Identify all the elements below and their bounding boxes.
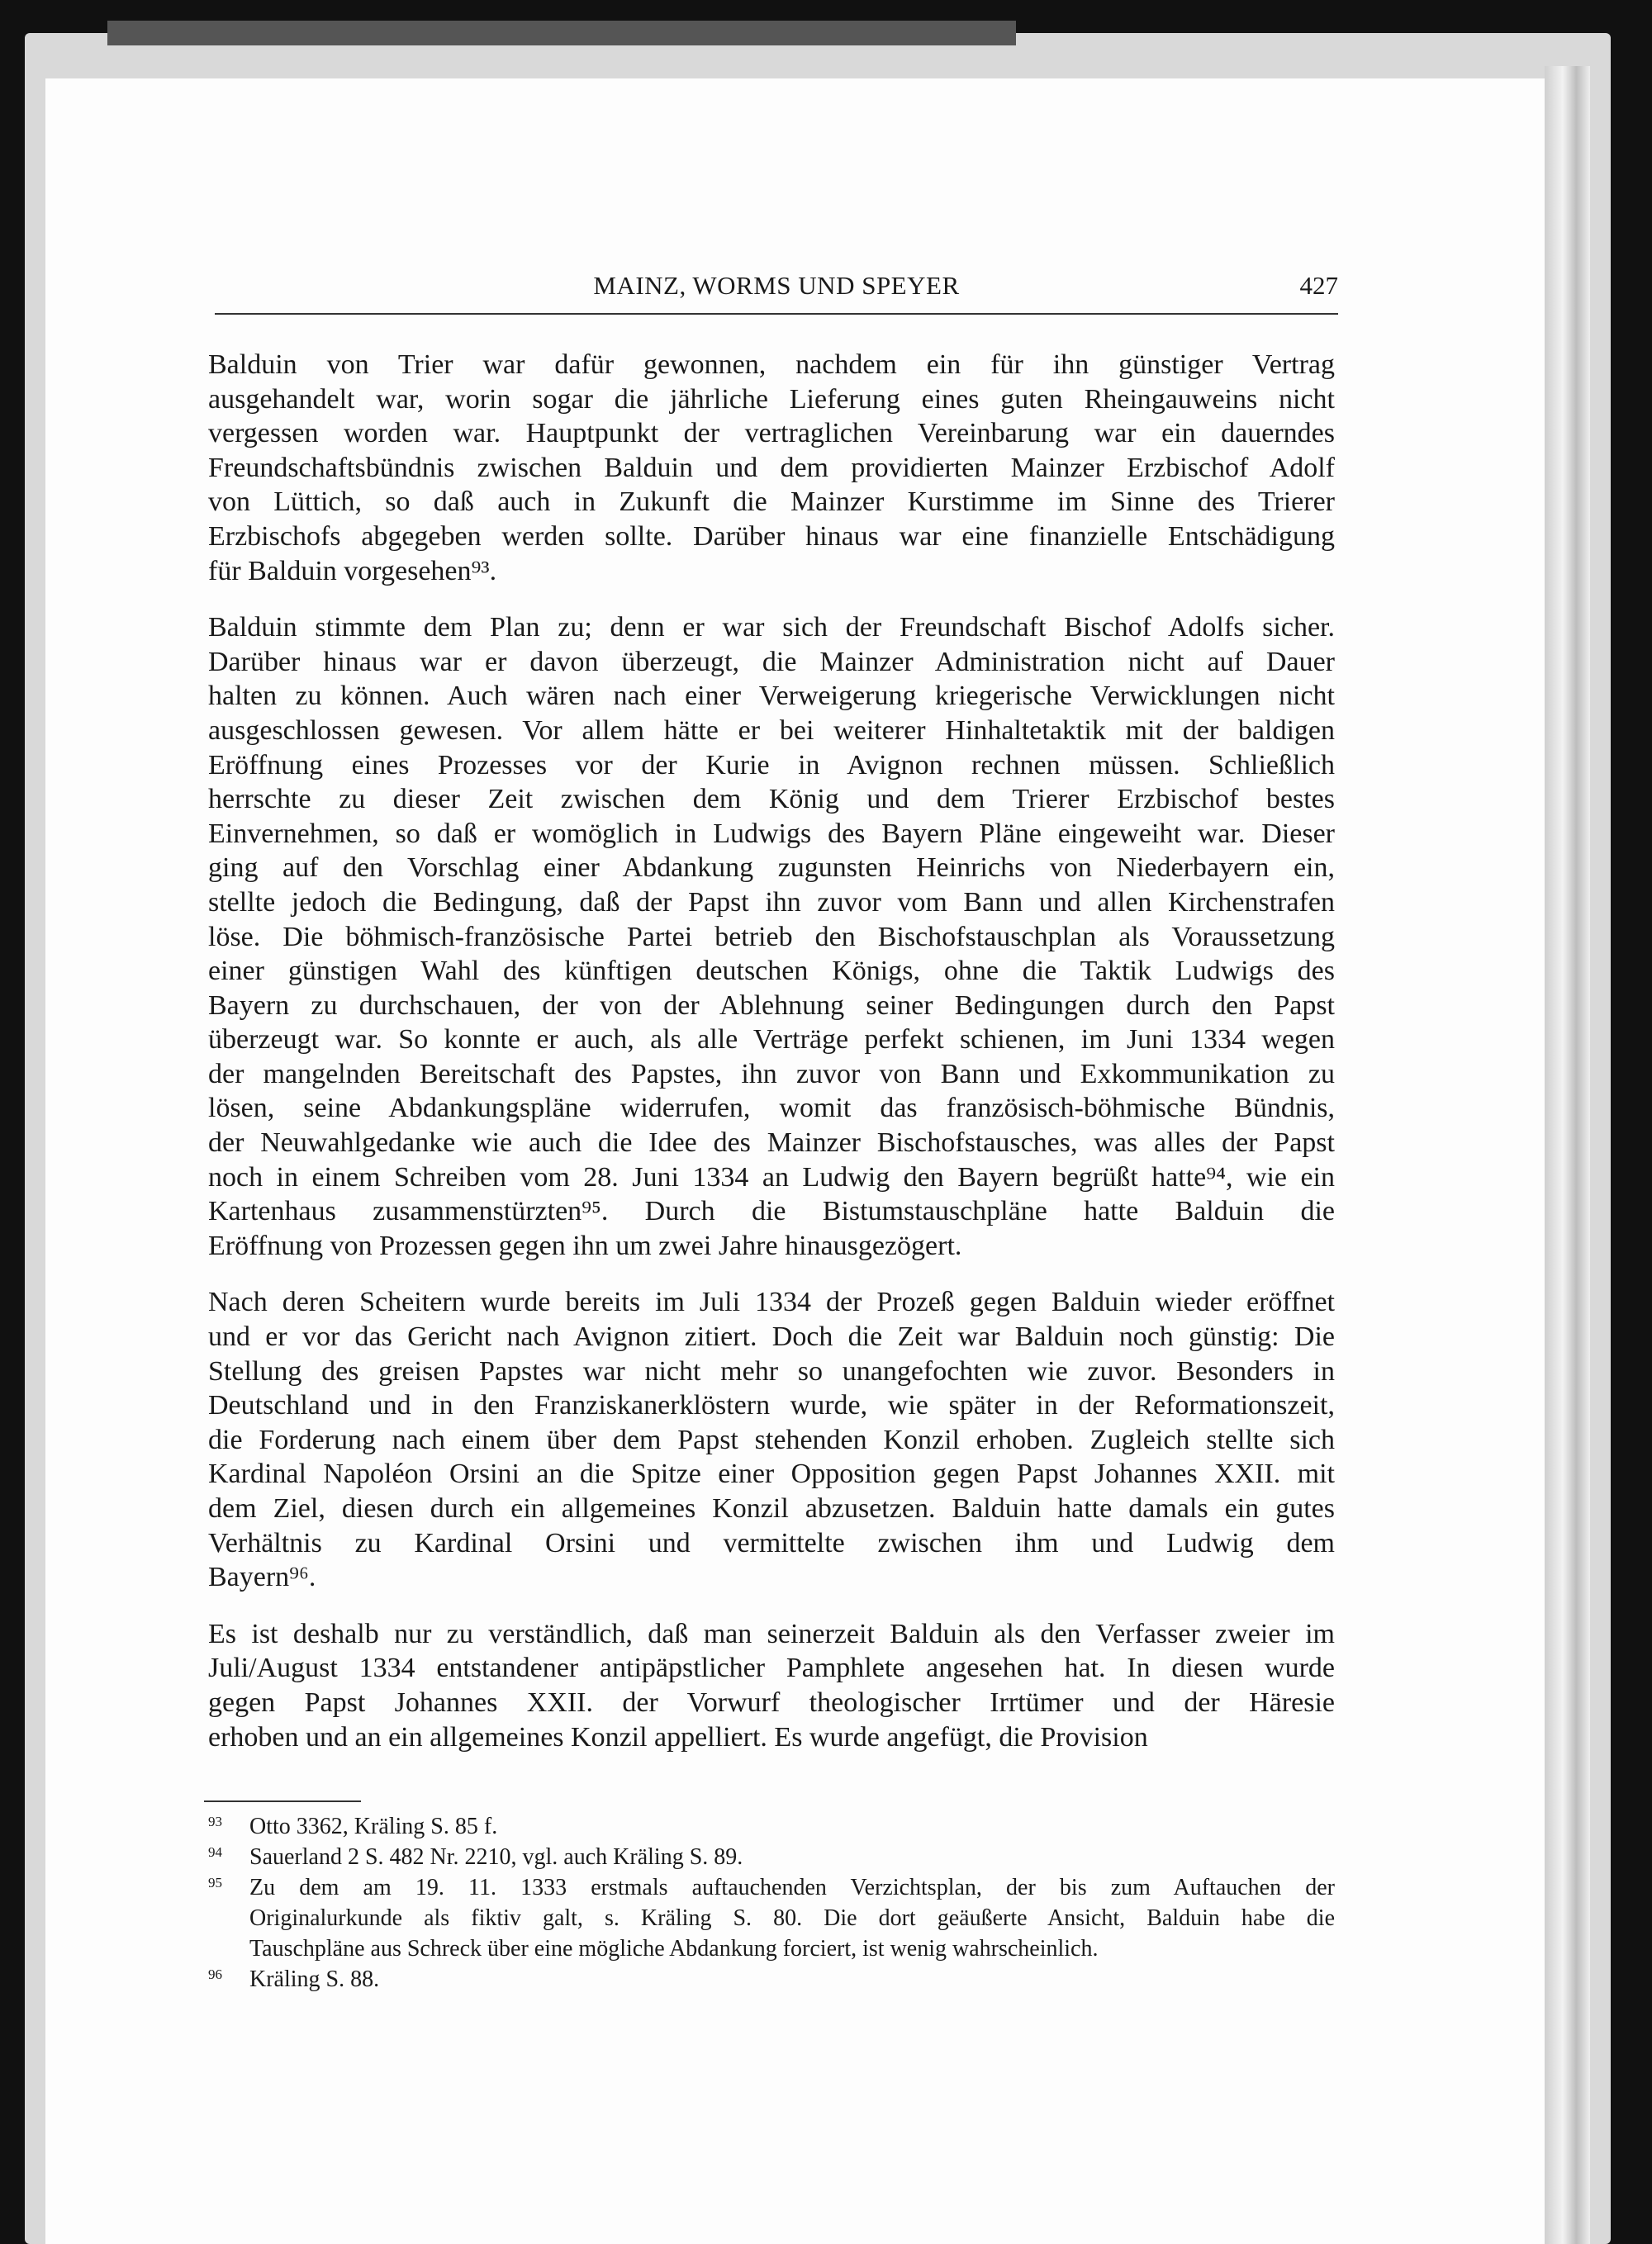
- running-title: MAINZ, WORMS UND SPEYER: [593, 271, 960, 300]
- paragraph: [208, 1285, 1335, 1594]
- footnote-number: 94: [208, 1844, 222, 1860]
- text-line: lösen, seine Abdankungspläne widerrufen, womit das französisch-böhmische Bündnis,: [208, 1093, 1335, 1124]
- footnote-line: Kräling S. 88.: [249, 1966, 380, 1992]
- text-line: Freundschaftsbündnis zwischen Balduin und dem providierten Mainzer Erzbischof Adolf: [208, 452, 1335, 483]
- text-line: Darüber hinaus war er davon überzeugt, die Mainzer Administration nicht auf Dauer: [208, 646, 1335, 677]
- text-line: für Balduin vorgesehen⁹³.: [208, 555, 497, 586]
- footnote-line: Originalurkunde als fiktiv galt, s. Kräling S. 80. Die dort geäußerte Ansicht, Balduin habe die: [249, 1905, 1335, 1931]
- text-line: Es ist deshalb nur zu verständlich, daß man seinerzeit Balduin als den Verfasser zweier im: [208, 1618, 1335, 1649]
- body-text: [208, 348, 1335, 1777]
- text-line: Bayern⁹⁶.: [208, 1562, 316, 1593]
- text-line: halten zu können. Auch wären nach einer Verweigerung kriegerische Verwicklungen nicht: [208, 681, 1335, 712]
- text-line: Einvernehmen, so daß er womöglich in Ludwigs des Bayern Pläne eingeweiht war. Dieser: [208, 818, 1335, 849]
- footnote: [208, 1964, 1335, 1995]
- page-stack-edge: [1545, 66, 1590, 2244]
- text-line: und er vor das Gericht nach Avignon zitiert. Doch die Zeit war Balduin noch günstig: Die: [208, 1321, 1335, 1353]
- footnote: [208, 1811, 1335, 1842]
- text-line: die Forderung nach einem über dem Papst stehenden Konzil erhoben. Zugleich stellte sich: [208, 1424, 1335, 1455]
- text-line: Balduin stimmte dem Plan zu; denn er war sich der Freundschaft Bischof Adolfs sicher.: [208, 612, 1335, 643]
- footnote-number: 96: [208, 1966, 222, 1982]
- footnote-text: [249, 1842, 1335, 1872]
- header-rule: [215, 313, 1338, 315]
- text-line: Bayern zu durchschauen, der von der Ablehnung seiner Bedingungen durch den Papst: [208, 989, 1335, 1021]
- text-line: Eröffnung eines Prozesses vor der Kurie in Avignon rechnen müssen. Schließlich: [208, 749, 1335, 780]
- text-line: ging auf den Vorschlag einer Abdankung zugunsten Heinrichs von Niederbayern ein,: [208, 852, 1335, 884]
- footnote-line: Sauerland 2 S. 482 Nr. 2210, vgl. auch Kräling S. 89.: [249, 1844, 743, 1870]
- text-line: erhoben und an ein allgemeines Konzil appelliert. Es wurde angefügt, die Provision: [208, 1721, 1148, 1753]
- text-line: ausgeschlossen gewesen. Vor allem hätte er bei weiterer Hinhaltetaktik mit der baldigen: [208, 714, 1335, 746]
- text-line: einer günstigen Wahl des künftigen deutschen Königs, ohne die Taktik Ludwigs des: [208, 956, 1335, 987]
- footnote-line: Tauschpläne aus Schreck über eine mögliche Abdankung forciert, ist wenig wahrscheinlich.: [249, 1936, 1099, 1962]
- text-line: dem Ziel, diesen durch ein allgemeines Konzil abzusetzen. Balduin hatte damals ein gutes: [208, 1493, 1335, 1524]
- footnote-line: Zu dem am 19. 11. 1333 erstmals auftauchenden Verzichtsplan, der bis zum Auftauchen der: [249, 1875, 1335, 1900]
- text-line: Erzbischofs abgegeben werden sollte. Darüber hinaus war eine finanzielle Entschädigung: [208, 520, 1335, 552]
- footnotes: [208, 1811, 1335, 1995]
- text-line: Juli/August 1334 entstandener antipäpstlicher Pamphlete angesehen hat. In diesen wurde: [208, 1653, 1335, 1684]
- footnote-rule: [204, 1800, 361, 1802]
- paragraph: [208, 348, 1335, 588]
- page-header: [215, 271, 1338, 307]
- text-line: gegen Papst Johannes XXII. der Vorwurf theologischer Irrtümer und der Häresie: [208, 1687, 1335, 1718]
- footnote-text: [249, 1811, 1335, 1842]
- text-line: Kardinal Napoléon Orsini an die Spitze einer Opposition gegen Papst Johannes XXII. mit: [208, 1459, 1335, 1490]
- footnote: [208, 1842, 1335, 1872]
- paragraph: [208, 610, 1335, 1263]
- footnote-line: Otto 3362, Kräling S. 85 f.: [249, 1814, 498, 1839]
- footnote-text: [249, 1964, 1335, 1995]
- text-line: Verhältnis zu Kardinal Orsini und vermittelte zwischen ihm und Ludwig dem: [208, 1527, 1335, 1558]
- footnote-text: [249, 1872, 1335, 1964]
- text-line: vergessen worden war. Hauptpunkt der vertraglichen Vereinbarung war ein dauerndes: [208, 418, 1335, 449]
- book-binding-edge: [107, 21, 1016, 45]
- text-line: der mangelnden Bereitschaft des Papstes, ihn zuvor von Bann und Exkommunikation zu: [208, 1058, 1335, 1089]
- text-line: Eröffnung von Prozessen gegen ihn um zwei Jahre hinausgezögert.: [208, 1230, 962, 1261]
- text-line: löse. Die böhmisch-französische Partei betrieb den Bischofstauschplan als Voraussetzung: [208, 921, 1335, 952]
- text-line: Deutschland und in den Franziskanerklöstern wurde, wie später in der Reformationszeit,: [208, 1390, 1335, 1421]
- text-line: noch in einem Schreiben vom 28. Juni 1334 an Ludwig den Bayern begrüßt hatte⁹⁴, wie ein: [208, 1161, 1335, 1193]
- text-line: überzeugt war. So konnte er auch, als alle Verträge perfekt schienen, im Juni 1334 wegen: [208, 1024, 1335, 1056]
- text-line: stellte jedoch die Bedingung, daß der Papst ihn zuvor vom Bann und allen Kirchenstrafen: [208, 886, 1335, 918]
- text-line: der Neuwahlgedanke wie auch die Idee des Mainzer Bischofstausches, was alles der Papst: [208, 1127, 1335, 1159]
- footnote: [208, 1872, 1335, 1964]
- text-line: Nach deren Scheitern wurde bereits im Juli 1334 der Prozeß gegen Balduin wieder eröffnet: [208, 1287, 1335, 1318]
- text-line: herrschte zu dieser Zeit zwischen dem König und dem Trierer Erzbischof bestes: [208, 784, 1335, 815]
- text-line: Stellung des greisen Papstes war nicht mehr so unangefochten wie zuvor. Besonders in: [208, 1355, 1335, 1387]
- footnote-number: 95: [208, 1875, 222, 1891]
- text-line: Kartenhaus zusammenstürzten⁹⁵. Durch die Bistumstauschpläne hatte Balduin die: [208, 1196, 1335, 1227]
- text-line: ausgehandelt war, worin sogar die jährliche Lieferung eines guten Rheingauweins nicht: [208, 383, 1335, 415]
- text-line: von Lüttich, so daß auch in Zukunft die Mainzer Kurstimme im Sinne des Trierer: [208, 486, 1335, 518]
- footnote-number: 93: [208, 1814, 222, 1829]
- paragraph: [208, 1617, 1335, 1754]
- text-line: Balduin von Trier war dafür gewonnen, nachdem ein für ihn günstiger Vertrag: [208, 349, 1335, 380]
- page-number: 427: [1299, 271, 1338, 300]
